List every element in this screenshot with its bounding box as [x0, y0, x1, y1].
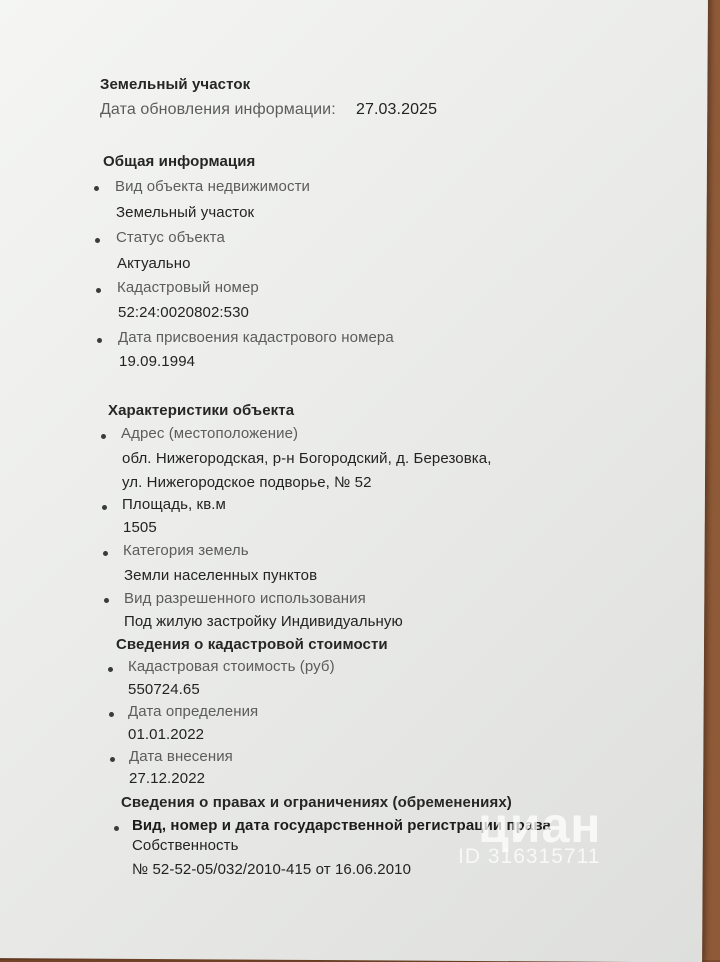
address-line-1: обл. Нижегородская, р-н Богородский, д. Березовка,	[122, 450, 492, 467]
bullet-icon	[101, 434, 106, 439]
registration-number-value: № 52-52-05/032/2010-415 от 16.06.2010	[132, 861, 412, 878]
address-line-2: ул. Нижегородское подворье, № 52	[122, 474, 372, 491]
area-value: 1505	[123, 519, 157, 536]
bullet-icon	[96, 288, 101, 293]
watermark-id: ID 316315711	[458, 845, 601, 868]
bullet-icon	[94, 186, 99, 191]
land-category-label: Категория земель	[123, 542, 249, 559]
cadastral-number-value: 52:24:0020802:530	[118, 304, 249, 321]
address-label: Адрес (местоположение)	[121, 425, 299, 442]
watermark-logo: циан	[478, 797, 602, 853]
cadastral-assign-date-value: 19.09.1994	[119, 353, 196, 370]
ownership-type-value: Собственность	[132, 837, 239, 854]
bullet-icon	[97, 338, 102, 343]
update-date: 27.03.2025	[356, 101, 438, 118]
cadastral-number-label: Кадастровый номер	[117, 279, 259, 296]
object-status-label: Статус объекта	[116, 229, 225, 246]
bullet-icon	[108, 667, 113, 672]
bullet-icon	[102, 505, 107, 510]
update-label: Дата обновления информации:	[100, 101, 336, 118]
determination-date-value: 01.01.2022	[128, 726, 205, 743]
land-category-value: Земли населенных пунктов	[124, 567, 318, 584]
registration-right-label: Вид, номер и дата государственной регистрации права	[132, 817, 551, 834]
rights-heading: Сведения о правах и ограничениях (обременениях)	[121, 794, 512, 811]
area-label: Площадь, кв.м	[122, 496, 226, 513]
bullet-icon	[109, 712, 114, 717]
cadastral-assign-date-label: Дата присвоения кадастрового номера	[118, 329, 394, 346]
object-type-label: Вид объекта недвижимости	[115, 178, 311, 195]
bullet-icon	[110, 757, 115, 762]
bullet-icon	[104, 598, 109, 603]
permitted-use-value: Под жилую застройку Индивидуальную	[124, 613, 403, 630]
entry-date-value: 27.12.2022	[129, 770, 206, 787]
cadastral-value-heading: Сведения о кадастровой стоимости	[116, 636, 388, 653]
cadastral-cost-value: 550724.65	[128, 681, 200, 698]
entry-date-label: Дата внесения	[129, 748, 233, 765]
permitted-use-label: Вид разрешенного использования	[124, 590, 366, 607]
cadastral-cost-label: Кадастровая стоимость (руб)	[128, 658, 335, 675]
characteristics-heading: Характеристики объекта	[108, 402, 295, 419]
bullet-icon	[95, 238, 100, 243]
object-type-value: Земельный участок	[116, 204, 255, 221]
document-title: Земельный участок	[100, 76, 251, 93]
determination-date-label: Дата определения	[128, 703, 259, 720]
bullet-icon	[114, 826, 119, 831]
object-status-value: Актуально	[117, 255, 191, 272]
general-heading: Общая информация	[103, 153, 256, 170]
bullet-icon	[103, 551, 108, 556]
